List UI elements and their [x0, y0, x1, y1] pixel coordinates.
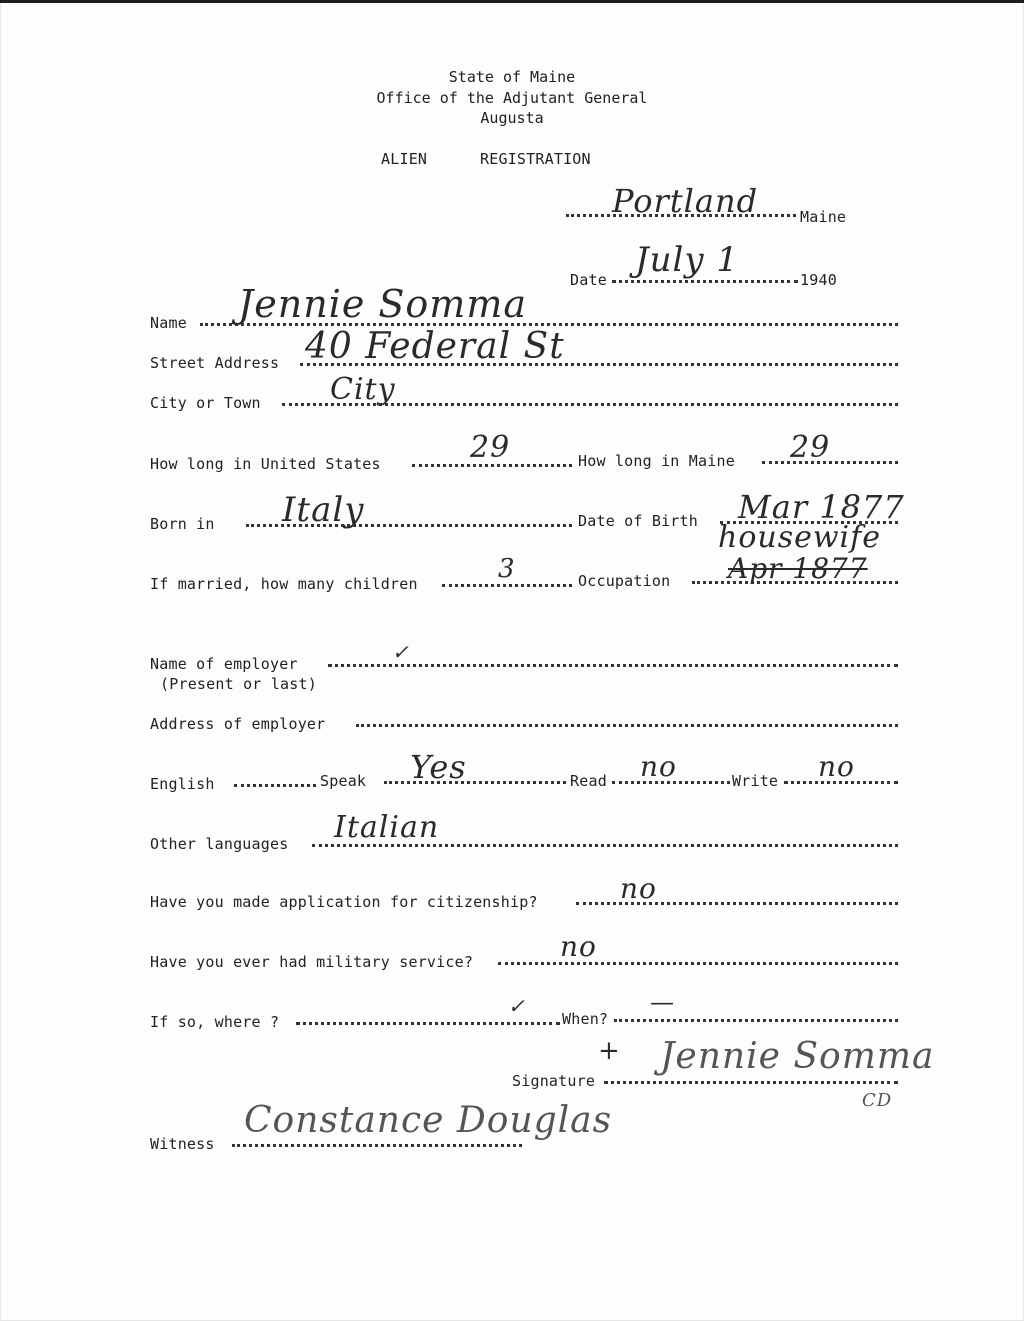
signature-value: Jennie Somma — [660, 1036, 935, 1077]
when-value: — — [650, 988, 675, 1016]
title-alien: ALIEN — [381, 150, 428, 168]
maine-value: 29 — [790, 430, 831, 465]
born-value: Italy — [282, 490, 365, 530]
date-year: 1940 — [800, 271, 837, 289]
street-label: Street Address — [150, 354, 280, 372]
read-value: no — [640, 750, 677, 783]
place-value: Portland — [612, 182, 759, 220]
occupation-struck: Apr 1877 — [728, 552, 868, 585]
read-label: Read — [570, 772, 607, 790]
children-label: If married, how many children — [150, 575, 418, 593]
write-value: no — [818, 750, 855, 783]
employer-dots — [328, 664, 898, 667]
signature-dots — [604, 1081, 898, 1084]
place-suffix: Maine — [800, 208, 847, 226]
header-city: Augusta — [480, 109, 544, 127]
other-languages-value: Italian — [334, 810, 440, 845]
employer-label: Name of employer — [150, 655, 298, 673]
when-dots — [614, 1019, 898, 1022]
title-registration: REGISTRATION — [480, 150, 591, 168]
header-state: State of Maine — [448, 68, 576, 86]
write-label: Write — [732, 772, 779, 790]
employer-address-label: Address of employer — [150, 715, 326, 733]
street-value: 40 Federal St — [305, 326, 565, 367]
born-label: Born in — [150, 515, 215, 533]
city-value: City — [330, 372, 396, 407]
speak-label: Speak — [320, 772, 367, 790]
when-label: When? — [562, 1010, 609, 1028]
us-value: 29 — [470, 430, 511, 465]
signature-label: Signature — [512, 1072, 596, 1090]
us-label: How long in United States — [150, 455, 381, 473]
scan-edge — [0, 0, 1024, 3]
name-label: Name — [150, 314, 187, 332]
dob-label: Date of Birth — [578, 512, 698, 530]
employer-value: ✓ — [392, 640, 410, 664]
employer-sub: (Present or last) — [160, 675, 317, 693]
military-label: Have you ever had military service? — [150, 953, 474, 971]
children-dots — [442, 584, 572, 587]
citizenship-value: no — [620, 872, 657, 905]
header-office: Office of the Adjutant General — [376, 89, 648, 107]
military-dots — [498, 962, 898, 965]
employer-address-dots — [356, 724, 898, 727]
city-label: City or Town — [150, 394, 261, 412]
occupation-label: Occupation — [578, 572, 671, 590]
dob-value: Mar 1877 — [738, 488, 905, 526]
name-value: Jennie Somma — [238, 282, 528, 326]
occupation-value: housewife — [718, 520, 881, 555]
where-value: ✓ — [508, 994, 526, 1018]
witness-label: Witness — [150, 1135, 215, 1153]
where-dots — [296, 1022, 560, 1025]
english-label: English — [150, 775, 215, 793]
witness-dots — [232, 1144, 522, 1147]
speak-value: Yes — [410, 748, 467, 786]
citizenship-label: Have you made application for citizenship? — [150, 893, 538, 911]
other-languages-label: Other languages — [150, 835, 289, 853]
signature-initials: CD — [862, 1090, 893, 1111]
english-dots — [234, 784, 316, 787]
date-dots — [612, 280, 798, 283]
where-label: If so, where ? — [150, 1013, 280, 1031]
witness-value: Constance Douglas — [244, 1100, 613, 1141]
signature-mark: + — [598, 1036, 621, 1066]
children-value: 3 — [498, 554, 516, 584]
date-label: Date — [570, 271, 607, 289]
maine-label: How long in Maine — [578, 452, 735, 470]
date-value: July 1 — [635, 240, 740, 280]
military-value: no — [560, 930, 597, 963]
